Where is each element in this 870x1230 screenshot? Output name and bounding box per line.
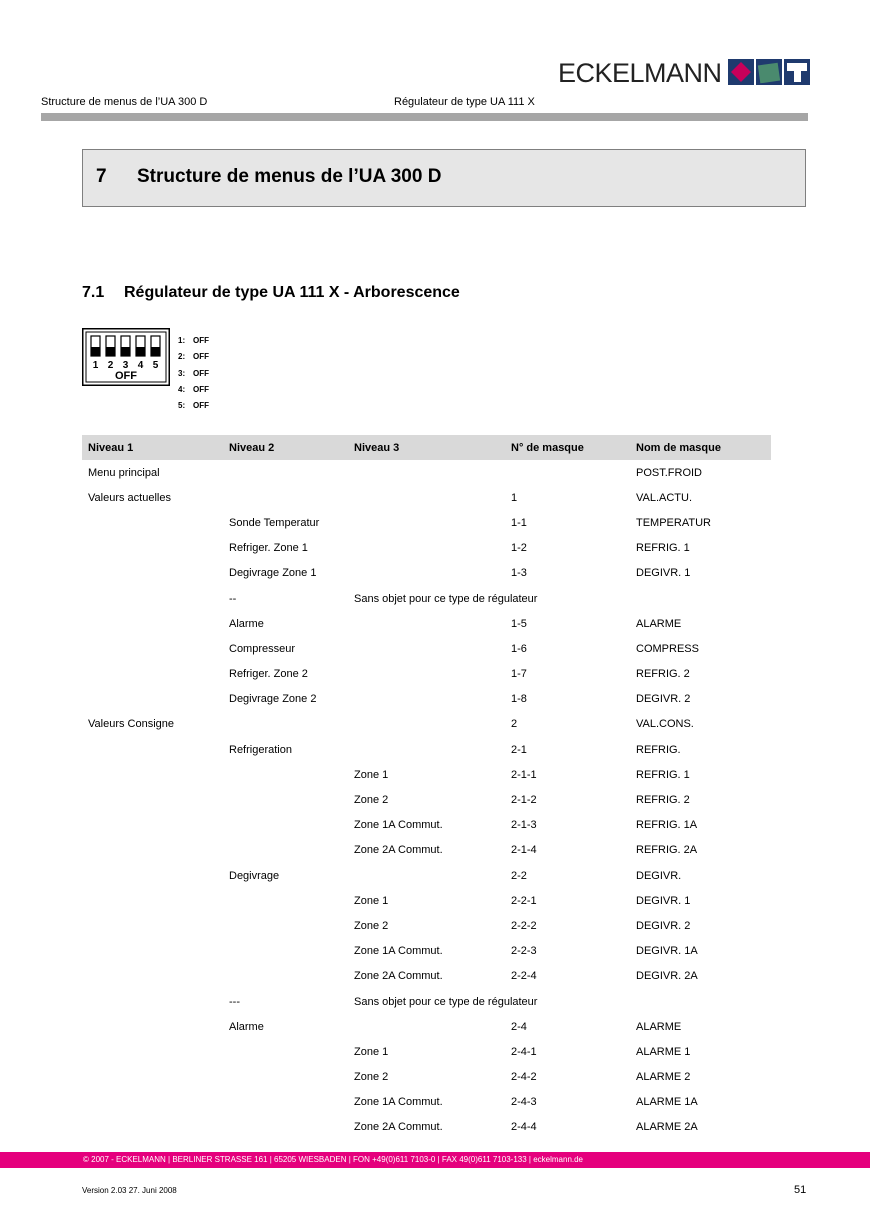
table-cell: [82, 838, 223, 863]
table-cell: ---: [229, 995, 240, 1008]
table-row: [82, 687, 771, 712]
table-row: [82, 611, 771, 636]
menu-tree-table: [82, 435, 771, 1140]
table-row: [82, 510, 771, 535]
table-cell: [82, 813, 223, 838]
table-cell: Zone 1: [354, 894, 389, 907]
table-cell: Zone 1A Commut.: [354, 945, 443, 958]
table-cell: VAL.CONS.: [636, 718, 694, 731]
dip-caption: OFF: [115, 370, 137, 382]
table-cell: Valeurs actuelles: [88, 491, 171, 504]
table-cell: DEGIVR. 1: [636, 894, 691, 907]
header-rule: [41, 113, 808, 121]
table-row: [82, 989, 771, 1014]
col-header-level1: Niveau 1: [82, 435, 223, 460]
table-cell: --: [229, 592, 237, 605]
table-cell: [505, 460, 630, 485]
section-number: 7.1: [82, 284, 105, 301]
table-cell: DEGIVR. 2: [636, 693, 691, 706]
table-row: [82, 636, 771, 661]
table-cell: 1-6: [511, 642, 527, 655]
section-title: Régulateur de type UA 111 X - Arborescence: [124, 284, 460, 301]
table-row: [82, 1039, 771, 1064]
table-cell: [223, 813, 348, 838]
brand-logo: [558, 58, 810, 88]
table-cell: [82, 510, 223, 535]
table-cell: [82, 989, 223, 1014]
table-cell: [82, 662, 223, 687]
dip-state: 4: OFF: [178, 384, 209, 394]
dip-state: 1: OFF: [178, 336, 209, 345]
table-cell: 2-1-1: [511, 768, 537, 781]
section-heading: [82, 284, 460, 302]
table-cell: DEGIVR. 1A: [636, 945, 698, 958]
page-number: 51: [794, 1184, 807, 1196]
table-cell: [348, 536, 505, 561]
table-cell: [223, 888, 348, 913]
table-row: [82, 1065, 771, 1090]
table-cell: [223, 913, 348, 938]
table-cell: Alarme: [229, 1020, 264, 1033]
dip-number-4: 4: [137, 360, 144, 371]
table-cell: 2-2: [511, 869, 527, 882]
table-header-row: [82, 435, 771, 460]
table-cell: 2-4: [511, 1020, 527, 1033]
table-cell: [82, 737, 223, 762]
table-cell: Alarme: [229, 617, 264, 630]
table-cell: Menu principal: [88, 466, 160, 479]
table-row: [82, 586, 771, 611]
table-cell: [223, 1039, 348, 1064]
dip-switch-diagram: [82, 328, 170, 391]
table-body: [82, 460, 771, 1140]
dip-state: 3: OFF: [178, 368, 209, 378]
document-version: Version 2.03 27. Juni 2008: [82, 1186, 177, 1195]
table-cell: ALARME: [636, 617, 682, 630]
table-row: [82, 1090, 771, 1115]
footer-address: © 2007 - ECKELMANN | BERLINER STRASSE 161 | 65205 WIESBADEN | FON +49(0)611 7103-0 | FAX 49(0)611 7103-133 | eckelmann.de: [83, 1155, 584, 1164]
table-cell: [223, 964, 348, 989]
dip-number-5: 5: [152, 360, 159, 371]
table-cell: REFRIG. 1: [636, 768, 690, 781]
table-cell: [82, 561, 223, 586]
table-cell: ALARME 1A: [636, 1096, 698, 1109]
table-cell: [82, 913, 223, 938]
table-cell: Degivrage: [229, 869, 280, 882]
table-row: [82, 737, 771, 762]
table-cell: Zone 1: [354, 1045, 389, 1058]
dip-switch-icon: [82, 328, 170, 386]
table-cell: [223, 1115, 348, 1140]
header-section-title: Régulateur de type UA 111 X: [394, 96, 535, 108]
table-row: [82, 838, 771, 863]
table-cell: ALARME 1: [636, 1045, 691, 1058]
table-row: [82, 913, 771, 938]
table-cell: Degivrage Zone 2: [229, 693, 317, 706]
table-row: [82, 939, 771, 964]
table-cell: REFRIG. 2: [636, 668, 690, 681]
table-cell: [348, 863, 505, 888]
table-cell: [82, 536, 223, 561]
table-row: [82, 863, 771, 888]
table-cell: [82, 939, 223, 964]
table-cell: Zone 2A Commut.: [354, 1121, 443, 1134]
table-cell: 1-1: [511, 516, 527, 529]
table-row: [82, 964, 771, 989]
table-row: [82, 485, 771, 510]
table-cell: 2-2-4: [511, 970, 537, 983]
table-cell: TEMPERATUR: [636, 516, 711, 529]
table-cell: 2-2-1: [511, 894, 537, 907]
table-cell: 2-4-3: [511, 1096, 537, 1109]
table-cell: 2-1-2: [511, 794, 537, 807]
table-cell: [223, 485, 348, 510]
table-cell: [223, 712, 348, 737]
table-cell: Refrigeration: [229, 743, 292, 756]
table-cell: 2-4-1: [511, 1045, 537, 1058]
table-cell: [82, 1115, 223, 1140]
col-header-level3: Niveau 3: [348, 435, 505, 460]
table-cell: [348, 510, 505, 535]
table-cell: DEGIVR. 2: [636, 919, 691, 932]
brand-mark-icon: [728, 58, 810, 88]
table-cell: ALARME 2A: [636, 1121, 698, 1134]
table-cell: [223, 838, 348, 863]
table-cell: [82, 787, 223, 812]
chapter-number: 7: [96, 166, 107, 187]
table-cell: 2-4-4: [511, 1121, 537, 1134]
table-cell: [82, 1065, 223, 1090]
table-cell: [223, 787, 348, 812]
col-header-mask-number: N° de masque: [505, 435, 630, 460]
table-cell: ALARME: [636, 1020, 682, 1033]
table-cell: Valeurs Consigne: [88, 718, 175, 731]
table-cell: [82, 762, 223, 787]
brand-name: ECKELMANN: [558, 58, 722, 88]
table-cell: Zone 2: [354, 919, 389, 932]
table-cell: [348, 460, 505, 485]
table-row: [82, 1115, 771, 1140]
table-cell: 2: [511, 718, 518, 731]
table-cell: [82, 586, 223, 611]
dip-state: 2: OFF: [178, 352, 209, 362]
table-row: [82, 1014, 771, 1039]
table-cell: 1-7: [511, 668, 527, 681]
table-cell: POST.FROID: [636, 466, 703, 479]
table-row: [82, 712, 771, 737]
table-cell: Sans objet pour ce type de régulateur: [354, 995, 538, 1008]
dip-number-2: 2: [107, 360, 114, 371]
table-cell: VAL.ACTU.: [636, 491, 693, 504]
table-cell: [348, 636, 505, 661]
table-cell: Sonde Temperatur: [229, 516, 320, 529]
table-cell: [348, 712, 505, 737]
table-row: [82, 813, 771, 838]
table-cell: [82, 964, 223, 989]
table-cell: [223, 1090, 348, 1115]
table-cell: Zone 2: [354, 794, 389, 807]
table-cell: Compresseur: [229, 642, 296, 655]
table-cell: DEGIVR.: [636, 869, 682, 882]
table-cell: [82, 888, 223, 913]
table-cell: [223, 460, 348, 485]
col-header-level2: Niveau 2: [223, 435, 348, 460]
table-cell: [82, 1014, 223, 1039]
table-cell: [348, 561, 505, 586]
table-cell: 2-2-3: [511, 945, 537, 958]
table-cell: [82, 863, 223, 888]
dip-state-list: [178, 333, 209, 414]
table-row: [82, 787, 771, 812]
table-cell: [82, 636, 223, 661]
table-row: [82, 888, 771, 913]
table-cell: 1-3: [511, 567, 527, 580]
table-cell: 1-5: [511, 617, 527, 630]
table-cell: Sans objet pour ce type de régulateur: [354, 592, 538, 605]
table-cell: REFRIG.: [636, 743, 681, 756]
table-cell: DEGIVR. 2A: [636, 970, 698, 983]
table-cell: [223, 762, 348, 787]
table-cell: 2-1-4: [511, 844, 537, 857]
dip-state: 5: OFF: [178, 401, 209, 411]
table-cell: REFRIG. 2: [636, 794, 690, 807]
table-cell: 1-2: [511, 542, 527, 555]
col-header-mask-name: Nom de masque: [630, 435, 771, 460]
table-cell: 1: [511, 491, 518, 504]
table-cell: Zone 1A Commut.: [354, 819, 443, 832]
table-cell: [348, 611, 505, 636]
table-cell: [348, 485, 505, 510]
table-cell: ALARME 2: [636, 1071, 691, 1084]
table-cell: [82, 1090, 223, 1115]
table-cell: [223, 1065, 348, 1090]
table-cell: Zone 2: [354, 1071, 389, 1084]
table-row: [82, 536, 771, 561]
table-cell: Zone 2A Commut.: [354, 970, 443, 983]
table-cell: COMPRESS: [636, 642, 699, 655]
table-row: [82, 762, 771, 787]
table-cell: Refriger. Zone 1: [229, 542, 308, 555]
table-cell: REFRIG. 1A: [636, 819, 698, 832]
table-cell: 2-1-3: [511, 819, 537, 832]
table-cell: [348, 662, 505, 687]
table-cell: 2-1: [511, 743, 527, 756]
table-cell: 1-8: [511, 693, 527, 706]
header-chapter-title: Structure de menus de l’UA 300 D: [41, 96, 208, 108]
table-cell: 2-2-2: [511, 919, 537, 932]
table-cell: [348, 1014, 505, 1039]
table-cell: REFRIG. 2A: [636, 844, 698, 857]
table-cell: Refriger. Zone 2: [229, 668, 308, 681]
dip-number-3: 3: [122, 360, 129, 371]
table-cell: [82, 1039, 223, 1064]
table-row: [82, 460, 771, 485]
table-row: [82, 662, 771, 687]
table-cell: 2-4-2: [511, 1071, 537, 1084]
table-cell: Degivrage Zone 1: [229, 567, 317, 580]
table-cell: [348, 687, 505, 712]
table-cell: [223, 939, 348, 964]
chapter-heading: [82, 149, 806, 207]
table-cell: REFRIG. 1: [636, 542, 690, 555]
table-cell: [82, 611, 223, 636]
table-cell: Zone 1: [354, 768, 389, 781]
dip-number-1: 1: [92, 360, 99, 371]
table-cell: [82, 687, 223, 712]
table-cell: DEGIVR. 1: [636, 567, 691, 580]
table-cell: Zone 1A Commut.: [354, 1096, 443, 1109]
table-cell: [348, 737, 505, 762]
table-row: [82, 561, 771, 586]
chapter-title: Structure de menus de l’UA 300 D: [137, 166, 442, 187]
table-cell: Zone 2A Commut.: [354, 844, 443, 857]
